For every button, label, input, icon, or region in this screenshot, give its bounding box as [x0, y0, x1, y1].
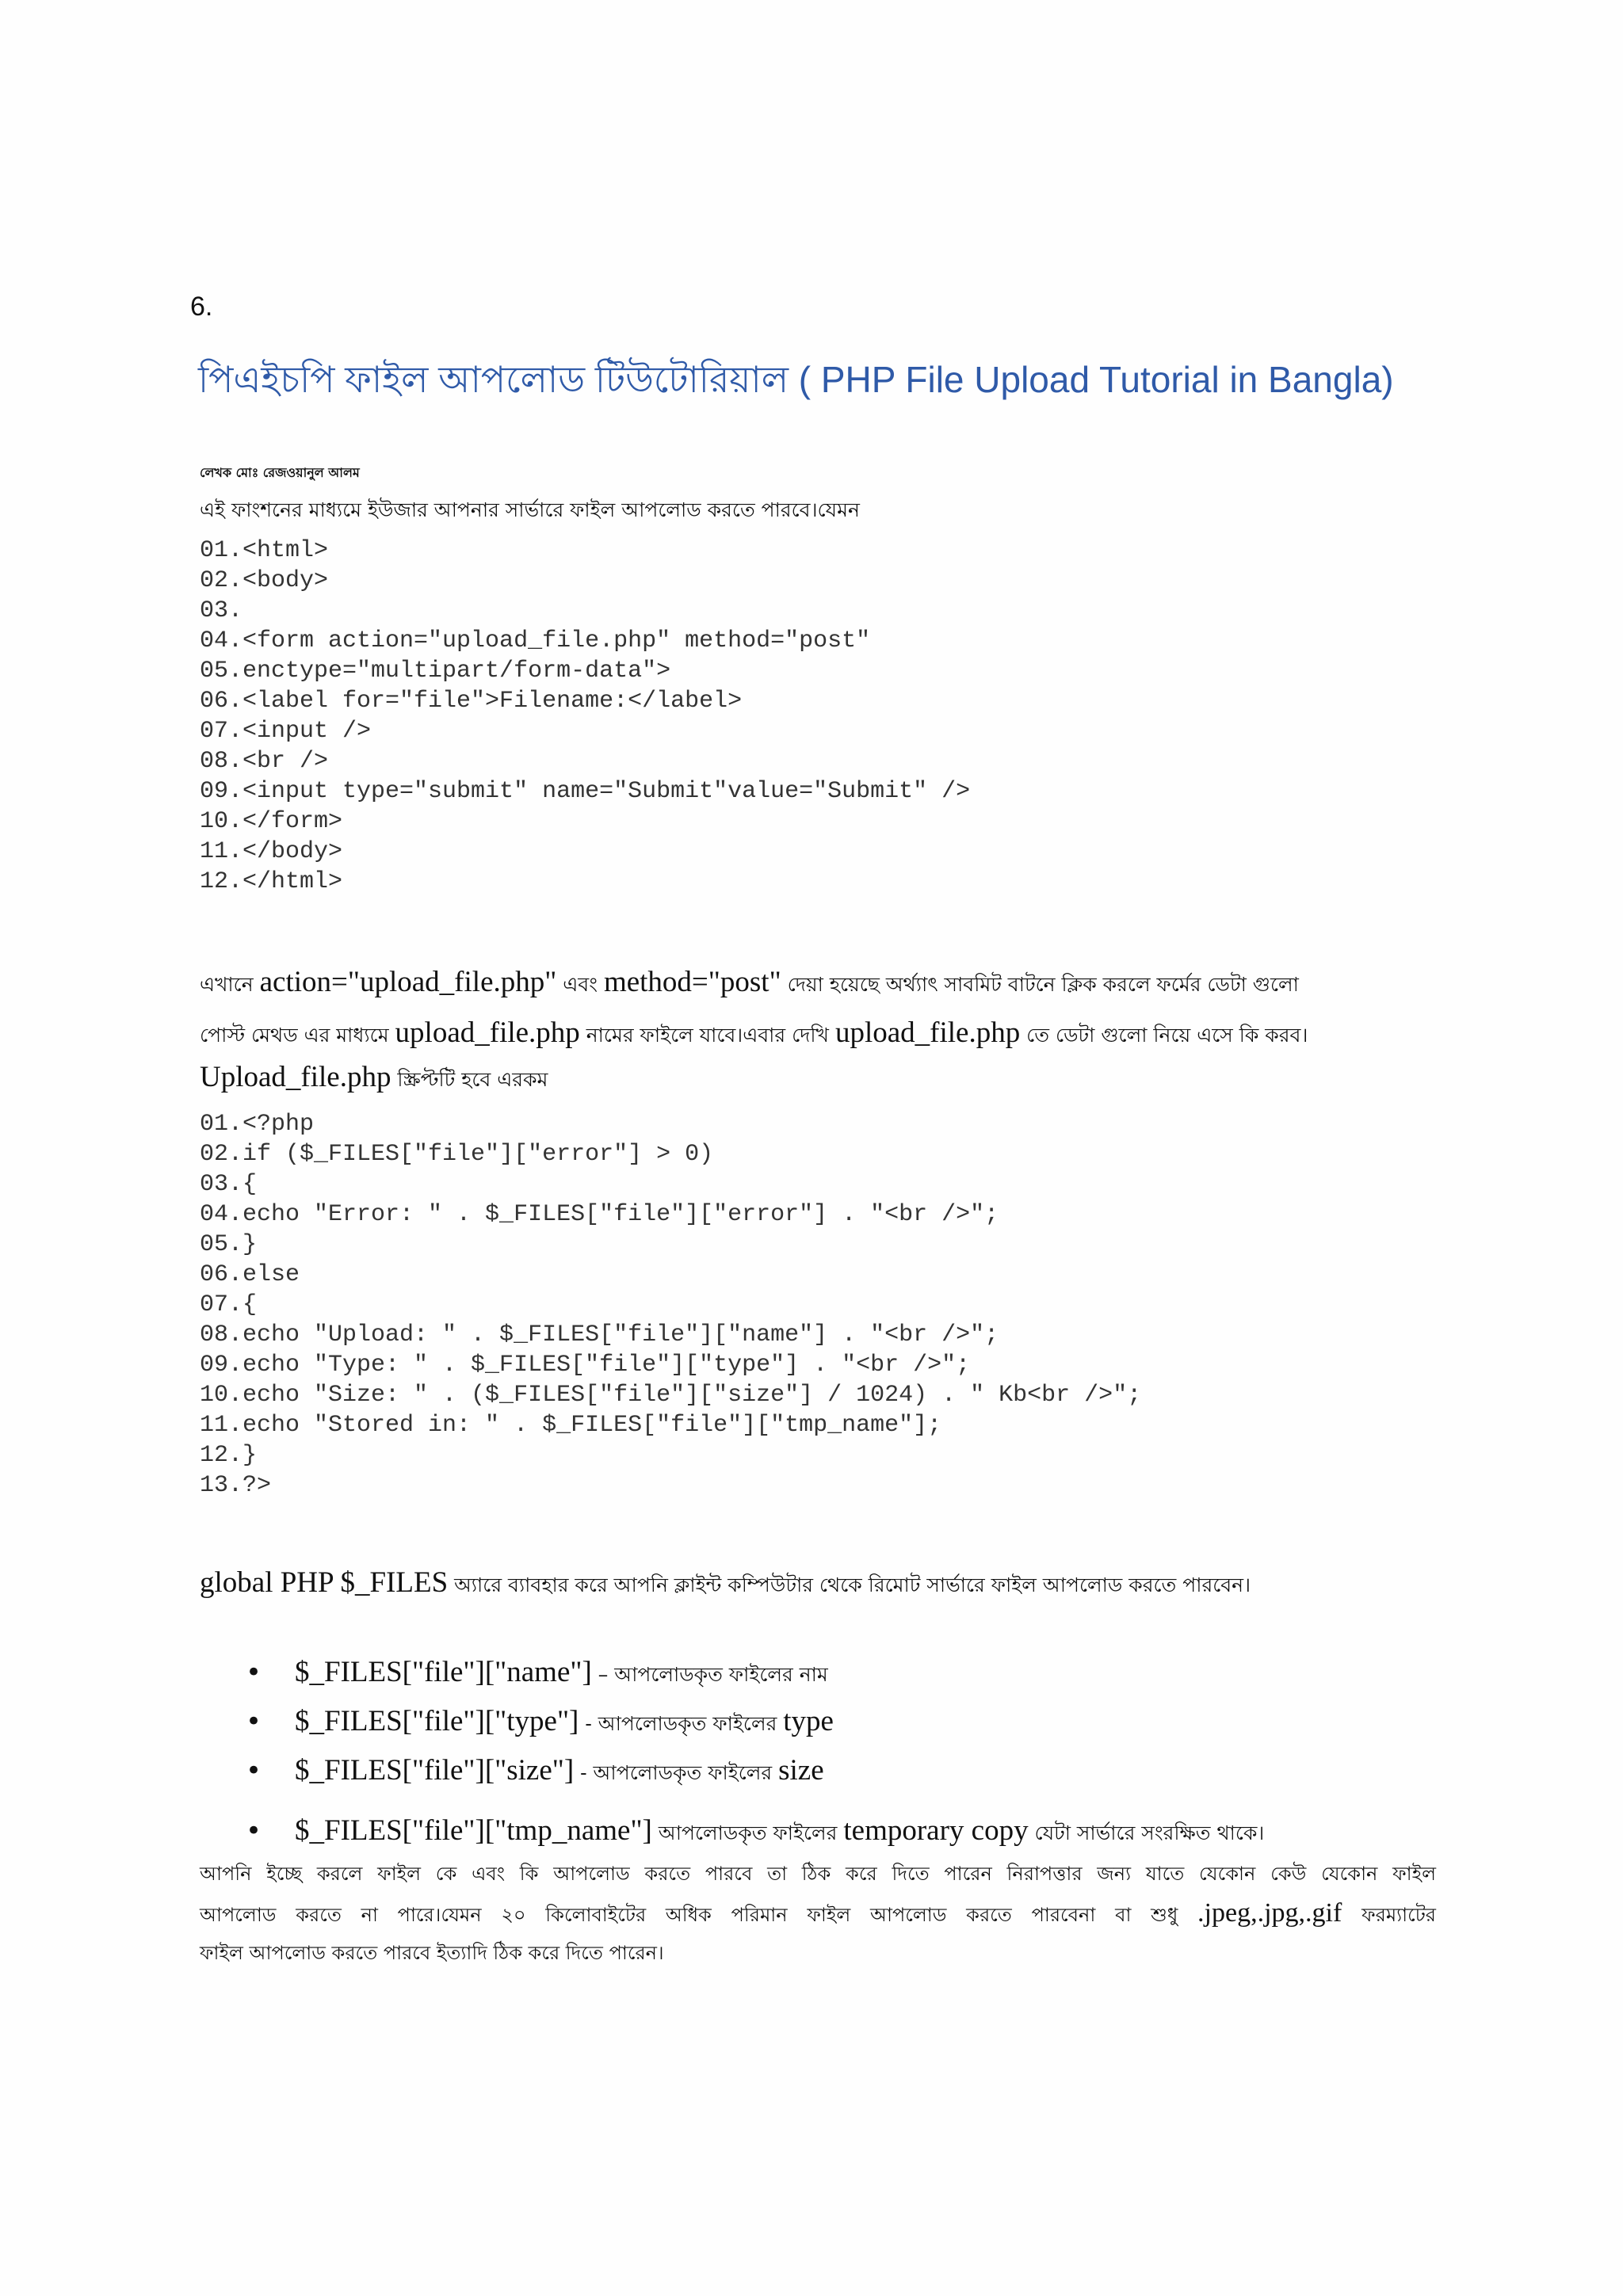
inline-code: $_FILES["file"]["type"]	[295, 1705, 579, 1737]
inline-code: action="upload_file.php"	[259, 966, 557, 998]
code-line: 01.<html>	[200, 537, 329, 564]
inline-code: temporary copy	[843, 1814, 1029, 1847]
inline-code: method="post"	[603, 966, 781, 998]
inline-code: size	[778, 1754, 824, 1787]
page-title: পিএইচপি ফাইল আপলোড টিউটোরিয়াল ( PHP File Upload Tutorial in Bangla)	[198, 359, 1394, 400]
inline-code: type	[783, 1705, 834, 1737]
code-line: 02.if ($_FILES["file"]["error"] > 0)	[200, 1141, 714, 1168]
code-line: 05.}	[200, 1231, 258, 1258]
code-line: 06.else	[200, 1261, 300, 1288]
php-upload-code-block	[200, 1109, 1141, 1501]
script-filename: Upload_file.php	[200, 1061, 391, 1093]
text-run: যেটা সার্ভারে সংরক্ষিত থাকে।	[1028, 1821, 1265, 1844]
text-run: স্ক্রিপ্টটি হবে এরকম	[391, 1068, 548, 1091]
text-run: পোস্ট মেথড এর মাধ্যমে	[200, 1024, 395, 1047]
inline-code: global PHP $_FILES	[200, 1566, 449, 1599]
code-line: 07.<input />	[200, 718, 372, 745]
text-run: দেয়া হয়েছে অর্থ্যাৎ সাবমিট বাটনে ক্লিক করলে ফর্মের ডেটা গুলো	[781, 973, 1299, 996]
code-line: 06.<label for="file">Filename:</label>	[200, 688, 743, 715]
paragraph-line	[200, 1894, 1436, 1933]
inline-code: $_FILES["file"]["size"]	[295, 1754, 575, 1787]
paragraph-line: আপনি ইচ্ছে করলে ফাইল কে এবং কি আপলোড করতে পারবে তা ঠিক করে দিতে পারেন নিরাপত্তার জন্য যাতে যেকোন কেউ যেকোন ফাইল	[200, 1863, 1436, 1885]
form-explanation-paragraph	[200, 957, 1436, 1058]
inline-code: upload_file.php	[395, 1016, 580, 1049]
code-line: 11.echo "Stored in: " . $_FILES["file"]["tmp_name"];	[200, 1412, 942, 1439]
code-line: 02.<body>	[200, 567, 329, 594]
inline-code: .jpeg,.jpg,.gif	[1197, 1898, 1342, 1928]
security-paragraph	[200, 1854, 1436, 1973]
paragraph-line	[200, 957, 1436, 1008]
author-line: লেখক মোঃ রেজওয়ানুল আলম	[200, 465, 360, 480]
code-line: 08.echo "Upload: " . $_FILES["file"]["name"] . "<br />";	[200, 1322, 999, 1348]
text-run: তে ডেটা গুলো নিয়ে এসে কি করব।	[1020, 1024, 1308, 1047]
code-line: 01.<?php	[200, 1111, 315, 1138]
inline-code: $_FILES["file"]["tmp_name"]	[295, 1814, 652, 1847]
list-item	[246, 1648, 1264, 1697]
code-line: 07.{	[200, 1291, 258, 1318]
text-run: এবং	[556, 973, 604, 996]
inline-code: upload_file.php	[834, 1016, 1021, 1049]
code-line: 09.<input type="submit" name="Submit"value="Submit" />	[200, 778, 971, 805]
page-number: 6.	[190, 292, 213, 322]
code-line: 03.	[200, 597, 243, 624]
text-run: নামের ফাইলে যাবে।এবার দেখি	[579, 1024, 835, 1047]
code-line: 03.{	[200, 1171, 258, 1198]
code-line: 10.</form>	[200, 808, 343, 835]
text-run: আপলোডকৃত ফাইলের	[651, 1821, 844, 1844]
paragraph-line	[200, 1008, 1436, 1058]
global-files-paragraph	[200, 1566, 1436, 1604]
text-run: – আপলোডকৃত ফাইলের নাম	[591, 1663, 828, 1686]
code-line: 04.<form action="upload_file.php" method="post"	[200, 627, 871, 654]
paragraph-line: ফাইল আপলোড করতে পারবে ইত্যাদি ঠিক করে দিতে পারেন।	[200, 1942, 664, 1964]
code-line: 05.enctype="multipart/form-data">	[200, 658, 671, 685]
code-line: 12.}	[200, 1442, 258, 1469]
code-line: 10.echo "Size: " . ($_FILES["file"]["size"] / 1024) . " Kb<br />";	[200, 1382, 1142, 1409]
text-run: - আপলোডকৃত ফাইলের	[574, 1761, 779, 1784]
text-run: এখানে	[200, 973, 260, 996]
text-run: আপলোড করতে না পারে।যেমন ২০ কিলোবাইটের অধিক পরিমান ফাইল আপলোড করতে পারবেনা বা শুধু	[200, 1904, 1198, 1926]
code-line: 12.</html>	[200, 868, 343, 895]
inline-code: $_FILES["file"]["name"]	[295, 1656, 592, 1688]
script-heading	[200, 1060, 548, 1098]
list-item	[246, 1697, 1264, 1746]
text-run: অ্যারে ব্যাবহার করে আপনি ক্লাইন্ট কম্পিউটার থেকে রিমোট সার্ভারে ফাইল আপলোড করতে পারবেন।	[448, 1573, 1251, 1596]
code-line: 11.</body>	[200, 838, 343, 865]
code-line: 08.<br />	[200, 748, 329, 775]
code-line: 13.?>	[200, 1472, 272, 1499]
text-run: ফরম্যাটের	[1342, 1904, 1436, 1926]
list-item	[246, 1806, 1264, 1855]
text-run: - আপলোডকৃত ফাইলের	[579, 1712, 784, 1735]
intro-text: এই ফাংশনের মাধ্যমে ইউজার আপনার সার্ভারে ফাইল আপলোড করতে পারবে।যেমন	[200, 498, 860, 521]
files-array-list	[246, 1648, 1264, 1855]
html-form-code-block	[200, 536, 970, 897]
list-item	[246, 1746, 1264, 1806]
code-line: 04.echo "Error: " . $_FILES["file"]["error"] . "<br />";	[200, 1201, 999, 1228]
code-line: 09.echo "Type: " . $_FILES["file"]["type"] . "<br />";	[200, 1352, 971, 1379]
